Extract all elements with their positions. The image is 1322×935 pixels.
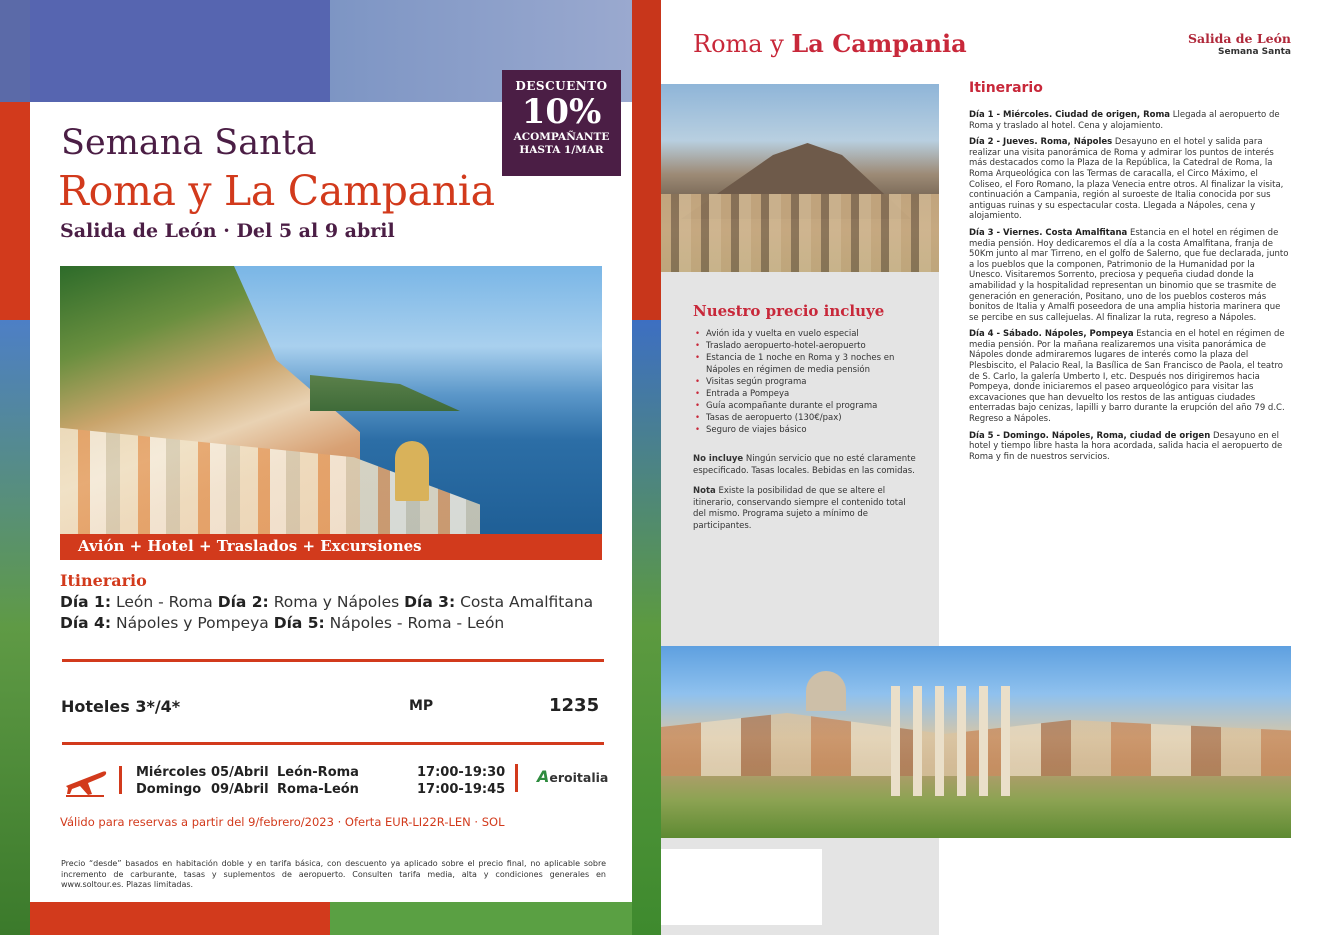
itinerary-route: Nápoles - Roma - León: [329, 614, 505, 632]
flight-time: 17:00-19:30: [417, 765, 506, 780]
detail-title: [693, 29, 967, 58]
itinerary-paragraph: [969, 228, 1291, 323]
itinerary-day-head: Día 2 - Jueves. Roma, Nápoles: [969, 137, 1113, 148]
note-text: Existe la posibilidad de que se altere el itinerario, conservando siempre el contenido total del mismo. Programa sujeto a mínimo de participantes.: [693, 486, 906, 531]
flight-date: 05/Abril: [211, 765, 269, 780]
itinerary-route: León - Roma: [115, 593, 213, 611]
flight-time: 17:00-19:45: [417, 782, 506, 797]
itinerary-day-head: Día 5 - Domingo. Nápoles, Roma, ciudad de origen: [969, 430, 1211, 441]
blank-box: [661, 849, 822, 925]
decor-stripe: [0, 320, 30, 935]
airline-logo-mark: A: [537, 767, 550, 786]
departure-label: Salida de León: [1187, 31, 1291, 46]
itinerary-route: Nápoles y Pompeya: [115, 614, 269, 632]
divider: [119, 766, 122, 794]
itinerary-day-text: Desayuno en el hotel y salida para realizar una visita panorámica de Roma y admirar los puntos de interés más destacados como la Plaza de la República, la Catedral de Roma, la Roma Arqueológica con las Termas de caracalla, el Circo Máximo, el Coliseo, el Foro Romano, la plaza Venecia entre otros. Al finalizar la visita, continuación a Campania, región al suroeste de Italia conocida por sus antiguas ruinas y su espectacular costa. Llegada a Nápoles, cena y alojamiento.: [969, 137, 1284, 222]
includes-list: [693, 328, 923, 436]
cover-subtitle: Salida de León · Del 5 al 9 abril: [60, 220, 395, 242]
divider: [62, 742, 604, 745]
badge-label: DESCUENTO: [515, 79, 608, 93]
airline-logo-text: eroitalia: [549, 770, 609, 785]
decor-stripe: [30, 900, 330, 935]
season-label: Semana Santa: [1218, 47, 1291, 57]
itinerary-paragraph: [969, 329, 1291, 424]
roman-forum-photo: [661, 646, 1291, 838]
cover-title-season: Semana Santa: [61, 123, 317, 163]
itinerary-day: Día 4:: [60, 614, 112, 632]
detail-title-plain: Roma y: [693, 30, 792, 58]
list-item: • Traslado aeropuerto-hotel-aeropuerto: [693, 340, 923, 352]
itinerary-day: Día 2:: [217, 593, 269, 611]
cover-itinerary: [60, 592, 605, 634]
list-item: • Tasas de aeropuerto (130€/pax): [693, 412, 923, 424]
itinerary-day-head: Día 1 - Miércoles. Ciudad de origen, Roma: [969, 110, 1171, 120]
hotels-label: Hoteles 3*/4*: [61, 697, 181, 716]
positano-photo: [60, 266, 602, 534]
price: 1235: [549, 695, 600, 716]
badge-line: ACOMPAÑANTE: [513, 131, 610, 143]
flight-day: Domingo: [136, 782, 202, 797]
list-item: • Seguro de viajes básico: [693, 424, 923, 436]
decor-stripe: [632, 0, 661, 320]
badge-line: HASTA 1/MAR: [519, 144, 604, 156]
cover-title-destination: Roma y La Campania: [58, 167, 495, 215]
package-banner: [60, 534, 602, 560]
detail-itinerary: [969, 110, 1291, 468]
flight-date: 09/Abril: [211, 782, 269, 797]
itinerary-day: Día 3:: [404, 593, 456, 611]
itinerary-day-text: Estancia en el hotel en régimen de media pensión. Hoy dedicaremos el día a la costa Amalfitana, franja de 50Km junto al mar Tirreno, en el golfo de Salerno, que fue declarada, junto a los pueblos que la componen, Patrimonio de la Humanidad por la Unesco. Visitaremos Sorrento, preciosa y pequeña ciudad donde la amabilidad y la hospitalidad representan un binomio que se trasmite de generación en generación, Positano, uno de los pueblos costeros más bonitos de Italia y Amalfi poseedora de una amplia historia marinera que se percibe en sus callejuelas. Al finalizar la ruta, regreso a Nápoles.: [969, 227, 1289, 323]
cover-itinerary-heading: Itinerario: [60, 571, 147, 590]
validity-text: Válido para reservas a partir del 9/febrero/2023 · Oferta EUR-LI22R-LEN · SOL: [60, 815, 505, 829]
itinerary-paragraph: [969, 431, 1291, 463]
detail-itinerary-heading: Itinerario: [969, 80, 1043, 96]
detail-title-bold: La Campania: [791, 29, 967, 58]
flight-route: León-Roma: [277, 765, 359, 780]
airplane-icon: [62, 764, 108, 798]
list-item: • Visitas según programa: [693, 376, 923, 388]
list-item: • Estancia de 1 noche en Roma y 3 noches en Nápoles en régimen de media pensión: [693, 352, 923, 376]
itinerary-route: Roma y Nápoles: [273, 593, 400, 611]
not-included-text: Ningún servicio que no esté claramente especificado. Tasas locales. Bebidas en las comidas.: [693, 454, 916, 476]
itinerary-day-head: Día 3 - Viernes. Costa Amalfitana: [969, 227, 1128, 238]
divider: [515, 764, 518, 792]
decor-stripe: [0, 0, 30, 102]
itinerary-day-text: Llegada al aeropuerto de Roma y traslado al hotel. Cena y alojamiento.: [969, 110, 1280, 131]
decor-stripe: [30, 0, 330, 102]
not-included-label: No incluye: [693, 454, 744, 464]
itinerary-route: Costa Amalfitana: [460, 593, 594, 611]
list-item: • Avión ida y vuelta en vuelo especial: [693, 328, 923, 340]
itinerary-day-text: Estancia en el hotel en régimen de media pensión. Por la mañana realizaremos una visita panorámica de Nápoles donde admiraremos lugares de interés como la plaza del Plesbiscito, el Palacio Real, la Basílica de San Francisco de Paola, el teatro de S. Carlo, la galería Umberto I, etc. Después nos dirigiremos hacia Pompeya, donde iniciaremos el paseo arqueológico para visitar las excavaciones que han devuelto los restos de las antiguas ciudades enterradas bajo cenizas, lapilli y barro durante la erupción del año 79 d.C. Regreso a Nápoles.: [969, 329, 1285, 425]
itinerary-day-head: Día 4 - Sábado. Nápoles, Pompeya: [969, 329, 1134, 340]
flight-route: Roma-León: [277, 782, 359, 797]
airline-logo: [537, 767, 608, 786]
itinerary-day: Día 5:: [273, 614, 325, 632]
decor-stripe: [0, 102, 30, 320]
note: [693, 486, 918, 532]
discount-badge: [502, 70, 621, 176]
decor-stripe: [632, 320, 661, 935]
badge-value: 10%: [521, 92, 602, 132]
itinerary-paragraph: [969, 110, 1291, 131]
note-label: Nota: [693, 486, 716, 496]
itinerary-day: Día 1:: [60, 593, 112, 611]
decor-stripe: [330, 900, 632, 935]
flight-day: Miércoles: [136, 765, 207, 780]
includes-heading: Nuestro precio incluye: [693, 302, 885, 320]
fine-print: Precio “desde” basados en habitación doble y en tarifa básica, con descuento ya aplicado sobre el precio final, no aplicable sobre incremento de carburante, tasas y suplementos de aeropuerto. Consulten tarifa media, alta y condiciones generales en www.soltour.es. Plazas limitadas.: [61, 859, 606, 889]
itinerary-day-text: Desayuno en el hotel y tiempo libre hasta la hora acordada, salida hacia el aeropuerto de Roma y fin de nuestros servicios.: [969, 430, 1283, 462]
divider: [62, 659, 604, 662]
not-included: [693, 454, 918, 477]
itinerary-paragraph: [969, 137, 1291, 222]
list-item: • Guía acompañante durante el programa: [693, 400, 923, 412]
pompeii-photo: [661, 84, 939, 272]
meal-plan: MP: [409, 698, 434, 714]
package-banner-text: Avión + Hotel + Traslados + Excursiones: [78, 537, 422, 555]
list-item: • Entrada a Pompeya: [693, 388, 923, 400]
